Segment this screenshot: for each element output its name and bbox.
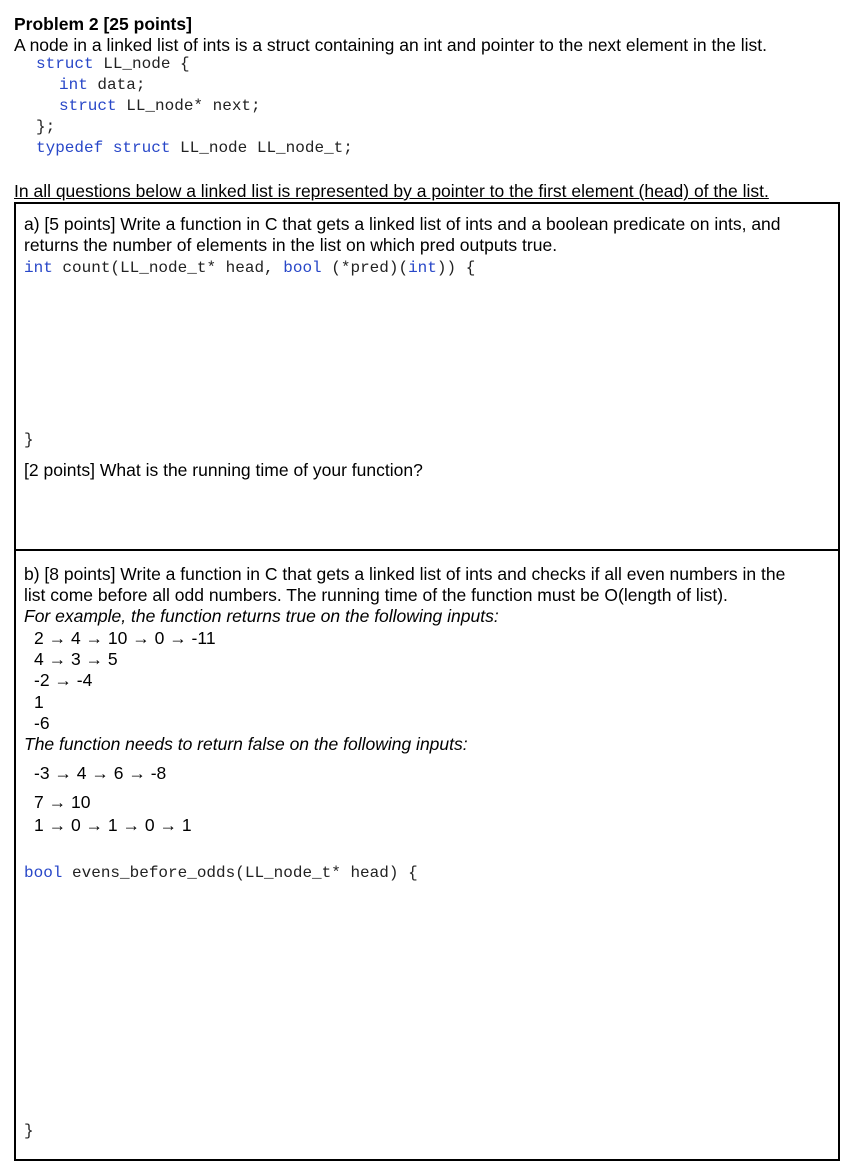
false-examples-label: The function needs to return false on the following inputs: xyxy=(24,734,468,754)
code-line xyxy=(36,138,353,159)
problem-title: Problem 2 [25 points] xyxy=(14,14,192,34)
true-example: 2 → 4 → 10 → 0 → -11 xyxy=(34,628,216,648)
code-line xyxy=(36,75,353,96)
true-examples-label: For example, the function returns true on the following inputs: xyxy=(24,606,499,626)
keyword: bool xyxy=(283,259,322,277)
struct-definition-code xyxy=(36,54,353,159)
code-text: count(LL_node_t* head, xyxy=(52,259,284,277)
keyword: struct xyxy=(59,97,117,115)
code-line xyxy=(36,96,353,117)
keyword: typedef xyxy=(36,139,104,157)
keyword: struct xyxy=(36,55,94,73)
count-close-brace: } xyxy=(24,431,34,449)
part-a-question-line: returns the number of elements in the list on which pred outputs true. xyxy=(24,235,558,255)
keyword: struct xyxy=(112,139,171,157)
runtime-question: [2 points] What is the running time of your function? xyxy=(24,460,423,480)
code-text: (*pred)( xyxy=(321,259,409,277)
part-b-answer-box[interactable] xyxy=(14,549,840,1161)
keyword: int xyxy=(59,76,88,94)
keyword: bool xyxy=(24,864,63,882)
part-b-question-line: b) [8 points] Write a function in C that gets a linked list of ints and checks if all even numbers in the xyxy=(24,564,786,584)
true-example: -2 → -4 xyxy=(34,670,93,690)
code-text: evens_before_odds(LL_node_t* head) { xyxy=(62,864,418,882)
part-b-question-line: list come before all odd numbers. The running time of the function must be O(length of list). xyxy=(24,585,728,605)
false-example: -3 → 4 → 6 → -8 xyxy=(34,763,167,783)
part-a-question-line: a) [5 points] Write a function in C that gets a linked list of ints and a boolean predicate on ints, and xyxy=(24,214,781,234)
code-text: )) { xyxy=(436,259,476,277)
code-line: }; xyxy=(36,118,56,136)
code-text: LL_node* next; xyxy=(116,97,261,115)
false-example: 1 → 0 → 1 → 0 → 1 xyxy=(34,815,192,835)
true-example: 1 xyxy=(34,692,44,712)
part-a-answer-box[interactable] xyxy=(14,202,840,551)
keyword: int xyxy=(24,259,53,277)
false-example: 7 → 10 xyxy=(34,792,91,812)
code-line xyxy=(36,54,353,75)
evens-before-odds-signature xyxy=(24,863,418,884)
code-text: data; xyxy=(87,76,146,94)
problem-intro: A node in a linked list of ints is a struct containing an int and pointer to the next element in the list. xyxy=(14,35,767,55)
keyword: int xyxy=(408,259,437,277)
count-signature xyxy=(24,258,475,279)
true-example: 4 → 3 → 5 xyxy=(34,649,118,669)
code-text: LL_node { xyxy=(93,55,190,73)
true-example: -6 xyxy=(34,713,50,733)
evens-close-brace: } xyxy=(24,1122,34,1140)
linked-list-note: In all questions below a linked list is represented by a pointer to the first element (head) of the list. xyxy=(14,181,769,201)
code-text: LL_node LL_node_t; xyxy=(170,139,353,157)
